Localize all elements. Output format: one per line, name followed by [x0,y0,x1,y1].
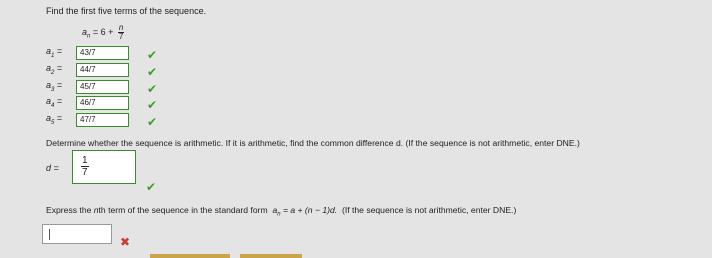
formula-frac-den: 7 [118,32,124,41]
d-fraction [81,155,89,178]
check-icon: ✔ [147,65,158,79]
sequence-formula [82,24,124,41]
prompt-arithmetic: Determine whether the sequence is arithmetic. If it is arithmetic, find the common difference d. (If the sequence is not arithmetic, enter DNE.) [46,138,580,148]
formula-fraction [118,24,124,41]
prompt-find-terms: Find the first five terms of the sequence. [46,6,207,16]
term-label-5: $a_5$ = [46,113,65,126]
nth-term-input[interactable] [42,224,112,244]
check-icon: ✔ [146,180,157,194]
formula-sub: n [87,33,91,40]
term-label-1: $a_1$ = [46,46,65,59]
term-label-2: $a_2$ = [46,63,65,76]
check-icon: ✔ [147,82,158,96]
formula-eq: = 6 + [90,26,116,37]
check-icon: ✔ [147,115,158,129]
formula-frac-num: n [118,23,124,32]
text-caret [49,229,50,240]
d-label: d = [46,163,59,173]
x-icon: ✖ [120,235,131,249]
term-3-input[interactable]: 45/7 [76,80,129,94]
check-icon: ✔ [147,48,158,62]
d-input[interactable] [72,150,136,184]
prompt-nth-term: Express the nth term of the sequence in the standard form $a_n = a + (n - 1)d$. (If the sequence is not arithmetic, enter DNE.) [46,205,517,218]
d-frac-num: 1 [82,155,88,166]
term-5-input[interactable]: 47/7 [76,113,129,127]
term-2-input[interactable]: 44/7 [76,63,129,77]
d-frac-den: 7 [82,167,88,178]
bottom-button-2[interactable] [240,254,302,258]
term-1-input[interactable]: 43/7 [76,46,129,60]
check-icon: ✔ [147,98,158,112]
term-4-input[interactable]: 46/7 [76,96,129,110]
term-label-4: $a_4$ = [46,96,65,109]
formula-var: a [82,26,88,37]
bottom-button-1[interactable] [150,254,230,258]
term-label-3: $a_3$ = [46,80,65,93]
